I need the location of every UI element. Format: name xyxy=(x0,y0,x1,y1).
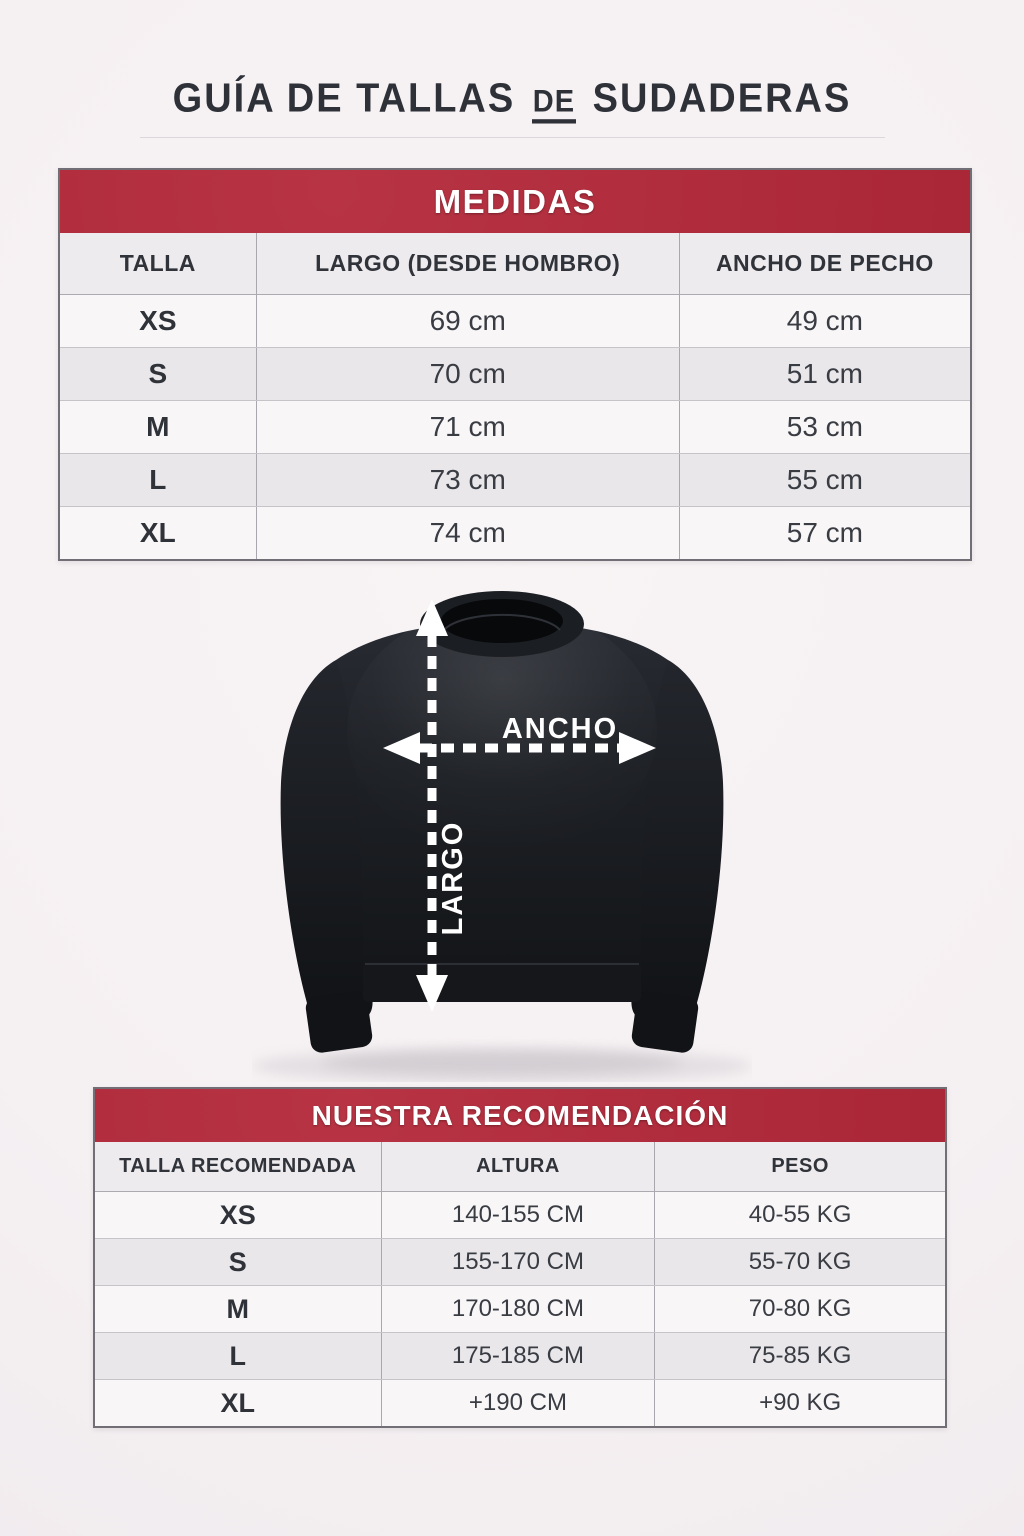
table-row xyxy=(95,1286,945,1333)
largo-value: 74 cm xyxy=(256,507,679,559)
col-header-largo: LARGO (DESDE HOMBRO) xyxy=(256,233,679,294)
sweatshirt-graphic xyxy=(252,570,752,1082)
largo-value: 71 cm xyxy=(256,401,679,453)
altura-value: 155-170 CM xyxy=(381,1239,655,1285)
size-label: M xyxy=(146,411,170,442)
recomendacion-column-headers xyxy=(95,1142,945,1192)
title-de-underlined: DE xyxy=(532,85,576,124)
size-label: M xyxy=(226,1293,250,1324)
size-label: S xyxy=(148,358,168,389)
col-header-talla-recomendada: TALLA RECOMENDADA xyxy=(119,1155,357,1177)
ancho-value: 49 cm xyxy=(679,295,970,347)
table-row xyxy=(60,348,970,401)
largo-value: 70 cm xyxy=(256,348,679,400)
page-header xyxy=(0,76,1024,122)
table-row xyxy=(60,507,970,559)
table-row xyxy=(95,1380,945,1426)
ancho-value: 53 cm xyxy=(679,401,970,453)
col-header-ancho: ANCHO DE PECHO xyxy=(679,233,970,294)
sweatshirt-measurement-figure xyxy=(252,570,752,1082)
peso-value: 70-80 KG xyxy=(654,1286,945,1332)
title-part1: GUÍA DE TALLAS xyxy=(172,76,516,122)
page-title xyxy=(173,76,852,121)
size-label: XS xyxy=(139,305,177,336)
size-label: XL xyxy=(139,517,176,548)
size-label: L xyxy=(149,464,167,495)
size-label: S xyxy=(228,1246,247,1277)
peso-value: +90 KG xyxy=(654,1380,945,1426)
table-row xyxy=(60,454,970,507)
col-header-peso: PESO xyxy=(654,1142,945,1191)
ancho-value: 51 cm xyxy=(679,348,970,400)
peso-value: 55-70 KG xyxy=(654,1239,945,1285)
largo-value: 69 cm xyxy=(256,295,679,347)
recomendacion-table-title: NUESTRA RECOMENDACIÓN xyxy=(95,1089,945,1142)
ancho-label: ANCHO xyxy=(501,713,619,745)
altura-value: 175-185 CM xyxy=(381,1333,655,1379)
altura-value: 140-155 CM xyxy=(381,1192,655,1238)
table-row xyxy=(95,1333,945,1380)
peso-value: 75-85 KG xyxy=(654,1333,945,1379)
altura-value: +190 CM xyxy=(381,1380,655,1426)
recomendacion-table xyxy=(93,1087,947,1428)
size-label: XL xyxy=(220,1387,256,1418)
size-label: L xyxy=(229,1340,247,1371)
floor-shadow-core xyxy=(322,1051,682,1075)
ancho-value: 57 cm xyxy=(679,507,970,559)
sweatshirt-collar xyxy=(420,591,584,657)
peso-value: 40-55 KG xyxy=(654,1192,945,1238)
ancho-value: 55 cm xyxy=(679,454,970,506)
table-row xyxy=(60,401,970,454)
title-divider-line xyxy=(140,137,885,138)
medidas-table xyxy=(58,168,972,561)
col-header-altura: ALTURA xyxy=(381,1142,655,1191)
table-row xyxy=(60,295,970,348)
table-row xyxy=(95,1239,945,1286)
sweatshirt-body xyxy=(336,605,668,1002)
table-row xyxy=(95,1192,945,1239)
medidas-column-headers xyxy=(60,233,970,295)
largo-value: 73 cm xyxy=(256,454,679,506)
size-label: XS xyxy=(219,1199,256,1230)
altura-value: 170-180 CM xyxy=(381,1286,655,1332)
col-header-talla: TALLA xyxy=(119,250,196,276)
medidas-table-title: MEDIDAS xyxy=(60,170,970,233)
title-part3: SUDADERAS xyxy=(592,76,852,122)
largo-label: LARGO xyxy=(437,820,469,936)
